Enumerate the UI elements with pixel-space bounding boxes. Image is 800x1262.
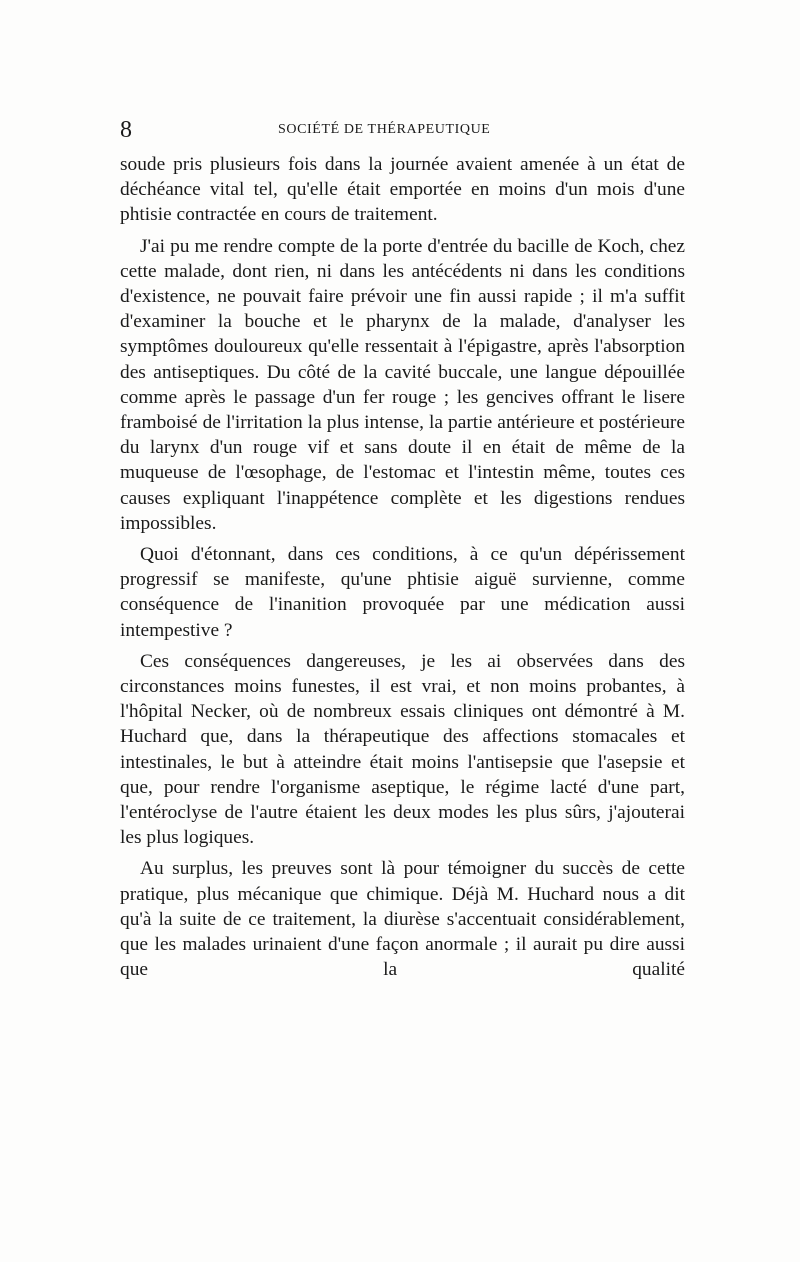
- running-title: SOCIÉTÉ DE THÉRAPEUTIQUE: [278, 122, 491, 137]
- paragraph: soude pris plusieurs fois dans la journée avaient amenée à un état de déchéance vital tel, qu'elle était emportée en moins d'un mois d'une phtisie contractée en cours de traitement.: [120, 154, 685, 226]
- paragraph: Au surplus, les preuves sont là pour témoigner du succès de cette pratique, plus mécanique que chimique. Déjà M. Huchard nous a dit qu'à la suite de ce traitement, la diurèse s'accentuait considérablement, que les malades urinaient d'une façon anormale ; il aurait pu dire aussi que la qualité: [120, 858, 685, 981]
- body-text: [120, 152, 685, 983]
- running-header: [120, 115, 685, 145]
- paragraph: Ces conséquences dangereuses, je les ai observées dans des circonstances moins funestes, il est vrai, et non moins probantes, à l'hôpital Necker, où de nombreux essais cliniques ont démontré à M. Huchard que, dans la thérapeutique des affections stomacales et intestinales, le but à atteindre était moins l'antisepsie que l'asepsie et que, pour rendre l'organisme aseptique, le régime lacté d'une part, l'entéroclyse de l'autre étaient les deux modes les plus sûrs, j'ajouterai les plus logiques.: [120, 650, 685, 849]
- paragraph: Quoi d'étonnant, dans ces conditions, à ce qu'un dépérissement progressif se manifeste, qu'une phtisie aiguë survienne, comme conséquence de l'inanition provoquée par une médication aussi intempestive ?: [120, 544, 685, 641]
- paragraph: J'ai pu me rendre compte de la porte d'entrée du bacille de Koch, chez cette malade, dont rien, ni dans les antécédents ni dans les conditions d'existence, ne pouvait faire prévoir une fin aussi rapide ; il m'a suffit d'examiner la bouche et le pharynx de la malade, d'analyser les symptômes douloureux qu'elle ressentait à l'épigastre, après l'absorption des antiseptiques. Du côté de la cavité buccale, une langue dépouillée comme après le passage d'un fer rouge ; les gencives offrant le lisere framboisé de l'irritation la plus intense, la partie antérieure et postérieure du larynx d'un rouge vif et sans doute il en était de même de la muqueuse de l'œsophage, de l'estomac et l'intestin même, toutes ces causes expliquant l'inappétence complète et les digestions rendues impossibles.: [120, 235, 685, 534]
- page-number: 8: [120, 117, 132, 143]
